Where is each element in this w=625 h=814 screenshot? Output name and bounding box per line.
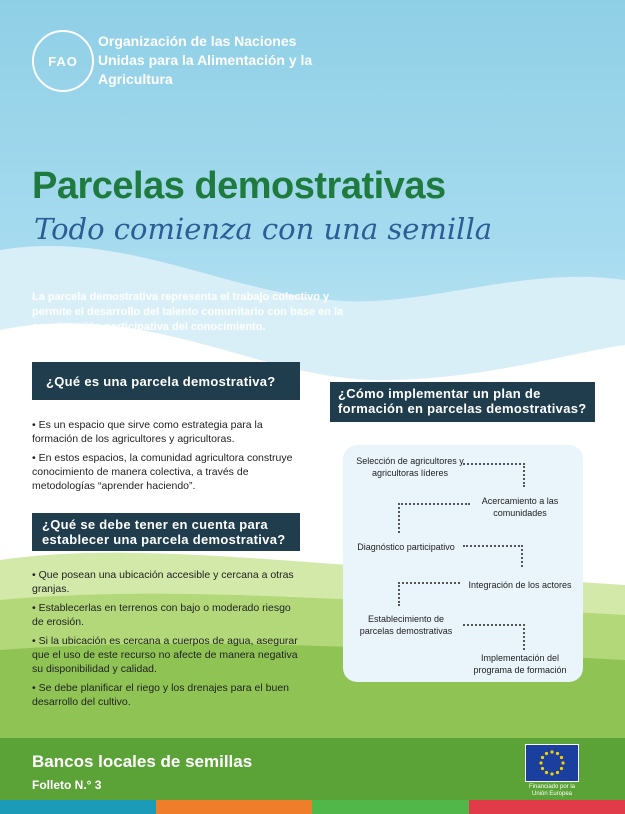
list-item: • Se debe planificar el riego y los drenajes para el buen desarrollo del cultivo. — [32, 682, 290, 708]
flow-connector — [463, 545, 523, 567]
series-title: Bancos locales de semillas — [32, 752, 253, 771]
page-title: Parcelas demostrativas — [32, 165, 446, 207]
color-bar-segment — [0, 800, 156, 814]
color-bar-segment — [312, 800, 469, 814]
flow-step: Integración de los actores — [468, 580, 572, 590]
fao-logo — [32, 30, 94, 92]
flow-connector — [398, 503, 470, 533]
flow-step: Implementación del programa de formación — [473, 653, 567, 675]
flow-step: Acercamiento a las comunidades — [481, 496, 559, 518]
color-bar-segment — [156, 800, 312, 814]
flow-step: Selección de agricultores y agricultoras líderes — [356, 456, 464, 478]
eu-flag-icon — [525, 744, 579, 782]
considerations-list — [32, 568, 300, 714]
color-bar-segment — [469, 800, 625, 814]
list-item: • Es un espacio que sirve como estrategia para la formación de los agricultores y agricultoras. — [32, 419, 263, 445]
fao-logo-text: FAO — [48, 53, 78, 69]
list-item: • Establecerlas en terrenos con bajo o moderado riesgo de erosión. — [32, 602, 291, 628]
list-item: • En estos espacios, la comunidad agricultora construye conocimiento de manera colectiva, a través de metodologías “aprender haciendo”. — [32, 452, 293, 492]
page-subtitle: Todo comienza con una semilla — [34, 212, 493, 246]
flow-step: Diagnóstico participativo — [357, 542, 455, 552]
organization-name: Organización de las Naciones Unidas para la Alimentación y la Agricultura — [98, 33, 313, 87]
section-heading-how-to: ¿Cómo implementar un plan de formación en parcelas demostrativas? — [330, 382, 595, 422]
list-item: • Si la ubicación es cercana a cuerpos de agua, asegurar que el uso de este recurso no afecte de manera negativa su disponibilidad y calidad. — [32, 635, 298, 675]
flow-connector — [463, 624, 525, 650]
what-is-list — [32, 418, 300, 498]
eu-caption: Financiado por la Unión Europea — [528, 784, 576, 797]
intro-paragraph: La parcela demostrativa representa el trabajo colectivo y permite el desarrollo del talento comunitario con base en la construcción participativa del conocimiento. — [32, 291, 344, 333]
section-heading-what-is: ¿Qué es una parcela demostrativa? — [32, 362, 300, 400]
flow-step: Establecimiento de parcelas demostrativas — [359, 614, 453, 636]
process-flow — [343, 445, 583, 682]
issue-number: Folleto N.° 3 — [32, 778, 102, 792]
section-heading-considerations: ¿Qué se debe tener en cuenta para establecer una parcela demostrativa? — [32, 513, 300, 551]
flow-connector — [398, 582, 460, 606]
footer — [0, 738, 625, 800]
list-item: • Que posean una ubicación accesible y cercana a otras granjas. — [32, 569, 294, 595]
flow-connector — [463, 463, 525, 487]
